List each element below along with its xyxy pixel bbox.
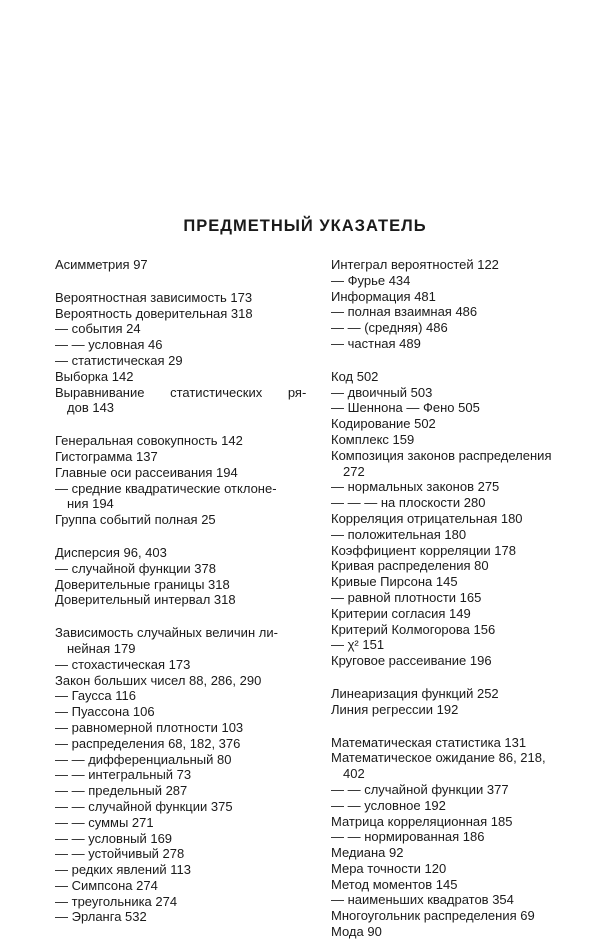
index-entry: Кодирование 502 bbox=[331, 416, 436, 432]
index-entry-continuation: дов 143 bbox=[67, 400, 115, 416]
index-entry: — события 24 bbox=[55, 321, 141, 337]
index-entry: Генеральная совокупность 142 bbox=[55, 433, 243, 449]
index-entry: — случайной функции 378 bbox=[55, 560, 216, 576]
index-entry: — — условная 46 bbox=[55, 337, 163, 353]
index-entry: Композиция законов распределения bbox=[331, 447, 552, 463]
index-entry: Линеаризация функций 252 bbox=[331, 685, 499, 701]
index-column-right bbox=[331, 257, 589, 940]
index-entry: — — (средняя) 486 bbox=[331, 320, 448, 336]
index-entry: Вероятностная зависимость 173 bbox=[55, 289, 253, 305]
index-entry: Асимметрия 97 bbox=[55, 257, 148, 272]
index-entry: Информация 481 bbox=[331, 288, 436, 304]
index-entry: — — дифференциальный 80 bbox=[55, 751, 232, 767]
index-entry-continuation: ния 194 bbox=[67, 496, 114, 512]
index-entry: Коэффициент корреляции 178 bbox=[331, 542, 516, 558]
index-entry: Гистограмма 137 bbox=[55, 448, 158, 464]
index-entry: Математическое ожидание 86, 218, bbox=[331, 750, 546, 766]
index-entry: Выборка 142 bbox=[55, 368, 134, 384]
index-entry: Мода 90 bbox=[331, 924, 382, 940]
index-entry: Медиана 92 bbox=[331, 845, 404, 861]
index-entry: Корреляция отрицательная 180 bbox=[331, 510, 523, 526]
index-entry: — статистическая 29 bbox=[55, 352, 183, 368]
index-column-left bbox=[55, 257, 305, 925]
index-entry: — редких явлений 113 bbox=[55, 862, 191, 878]
index-entry: Кривая распределения 80 bbox=[331, 558, 489, 574]
index-entry: — треугольника 274 bbox=[55, 893, 178, 909]
index-entry: Матрица корреляционная 185 bbox=[331, 813, 513, 829]
index-entry: Комплекс 159 bbox=[331, 431, 415, 447]
index-entry: Выравнивание статистических ря- bbox=[55, 384, 307, 400]
index-entry: Вероятность доверительная 318 bbox=[55, 305, 253, 321]
index-entry: — Шеннона — Фено 505 bbox=[331, 400, 480, 416]
index-entry: — распределения 68, 182, 376 bbox=[55, 735, 241, 751]
index-entry-continuation: 272 bbox=[343, 463, 365, 479]
index-entry: — — условное 192 bbox=[331, 797, 446, 813]
index-entry: Линия регрессии 192 bbox=[331, 701, 459, 717]
index-entry: Группа событий полная 25 bbox=[55, 512, 216, 528]
index-entry: Критерий Колмогорова 156 bbox=[331, 621, 496, 637]
index-entry: — положительная 180 bbox=[331, 526, 467, 542]
index-entry: — Пуассона 106 bbox=[55, 704, 155, 720]
index-entry: — — случайной функции 377 bbox=[331, 781, 509, 797]
index-entry: — наименьших квадратов 354 bbox=[331, 892, 514, 908]
index-entry: — полная взаимная 486 bbox=[331, 304, 478, 320]
index-entry: Главные оси рассеивания 194 bbox=[55, 464, 238, 480]
index-entry-continuation: 402 bbox=[343, 766, 365, 782]
index-entry: Зависимость случайных величин ли- bbox=[55, 625, 278, 641]
index-entry: Доверительный интервал 318 bbox=[55, 592, 236, 608]
index-entry: — Фурье 434 bbox=[331, 272, 411, 288]
index-entry-continuation: нейная 179 bbox=[67, 640, 136, 656]
index-entry: — нормальных законов 275 bbox=[331, 479, 500, 495]
index-entry: Мера точности 120 bbox=[331, 860, 447, 876]
index-entry: Математическая статистика 131 bbox=[331, 734, 527, 750]
index-entry: Кривые Пирсона 145 bbox=[331, 574, 458, 590]
index-entry: Доверительные границы 318 bbox=[55, 576, 230, 592]
index-entry: Закон больших чисел 88, 286, 290 bbox=[55, 672, 262, 688]
index-entry: — — случайной функции 375 bbox=[55, 798, 233, 814]
index-entry: — — суммы 271 bbox=[55, 814, 154, 830]
index-entry: Многоугольник распределения 69 bbox=[331, 908, 535, 924]
index-entry: — равной плотности 165 bbox=[331, 589, 482, 605]
index-entry: — частная 489 bbox=[331, 335, 421, 351]
index-entry: — — предельный 287 bbox=[55, 783, 188, 799]
index-entry: Код 502 bbox=[331, 368, 379, 384]
index-entry: — Гаусса 116 bbox=[55, 688, 136, 704]
index-entry: Метод моментов 145 bbox=[331, 876, 458, 892]
index-entry: Дисперсия 96, 403 bbox=[55, 544, 167, 560]
index-entry: — Эрланга 532 bbox=[55, 909, 147, 925]
index-entry: Интеграл вероятностей 122 bbox=[331, 257, 499, 272]
index-entry: Критерии согласия 149 bbox=[331, 605, 471, 621]
page-title: ПРЕДМЕТНЫЙ УКАЗАТЕЛЬ bbox=[183, 217, 427, 235]
index-entry: — двоичный 503 bbox=[331, 384, 433, 400]
index-entry: — равномерной плотности 103 bbox=[55, 719, 244, 735]
index-entry: Круговое рассеивание 196 bbox=[331, 653, 492, 669]
index-entry: — стохастическая 173 bbox=[55, 656, 191, 672]
index-entry: — — устойчивый 278 bbox=[55, 846, 185, 862]
index-entry: — — условный 169 bbox=[55, 830, 173, 846]
index-entry: — Симпсона 274 bbox=[55, 877, 158, 893]
index-entry: — — — на плоскости 280 bbox=[331, 495, 486, 511]
index-entry: — — нормированная 186 bbox=[331, 829, 485, 845]
index-entry: — средние квадратические отклоне- bbox=[55, 480, 277, 496]
index-entry: — — интегральный 73 bbox=[55, 767, 192, 783]
index-entry: — χ² 151 bbox=[331, 637, 385, 653]
